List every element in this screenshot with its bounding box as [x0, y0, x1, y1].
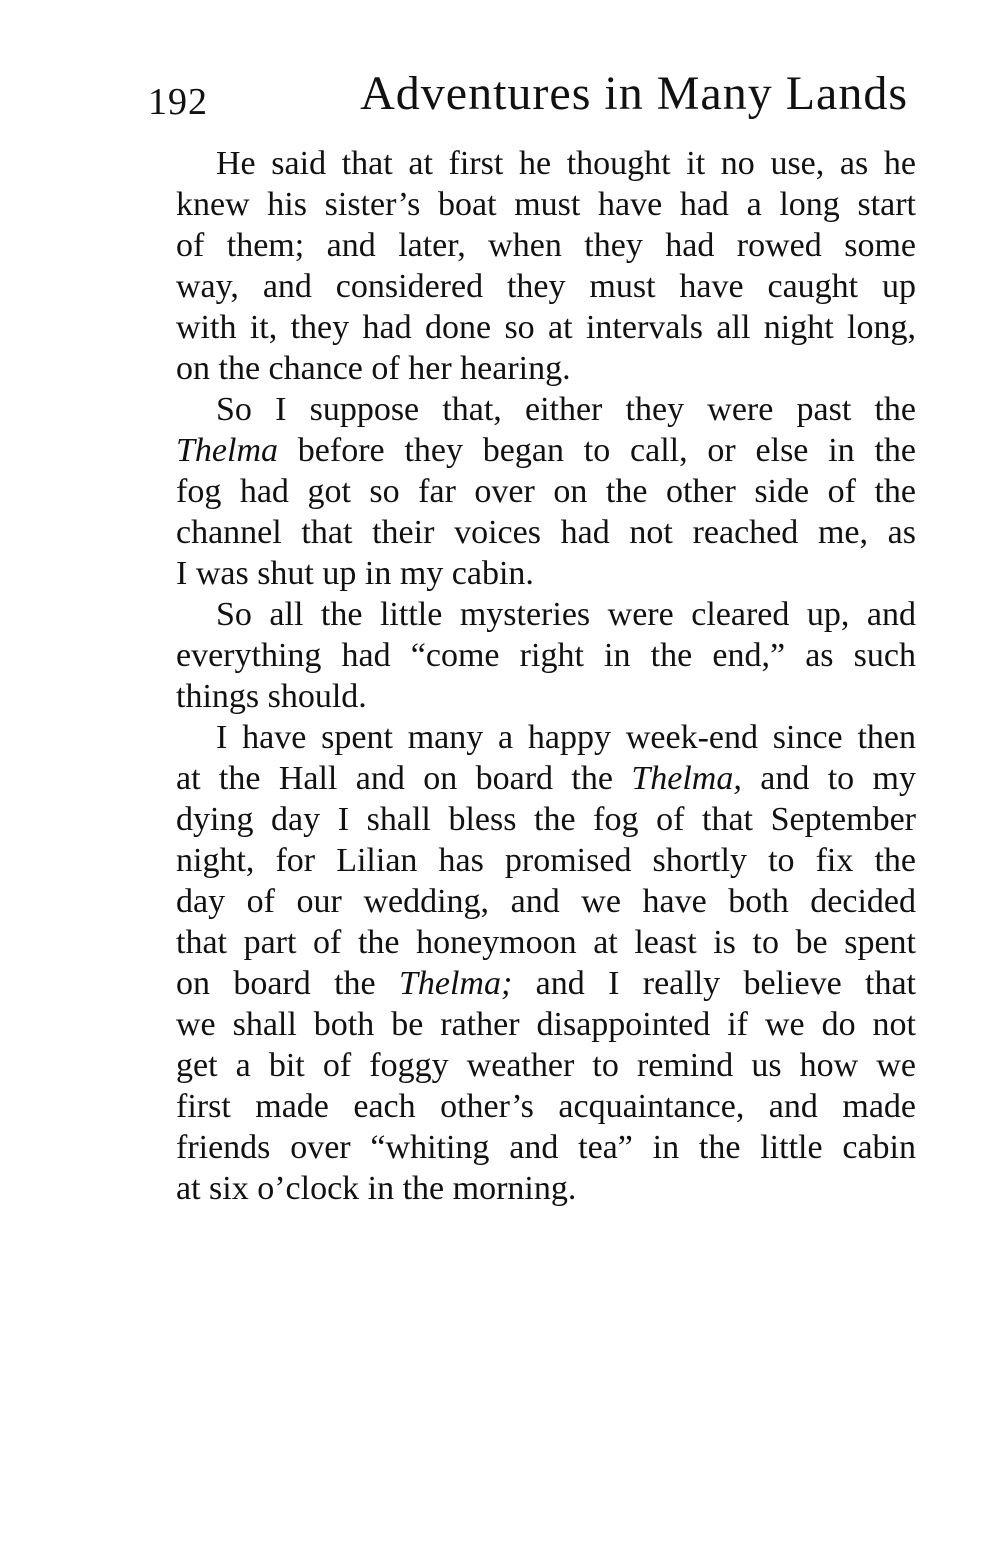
running-title: Adventures in Many Lands — [360, 67, 908, 120]
text-segment: way, and considered they must have caught up — [176, 268, 916, 305]
text-line — [136, 963, 916, 1004]
text-line — [136, 143, 916, 184]
text-segment: channel that their voices had not reached me, as — [176, 514, 916, 551]
paragraph — [136, 389, 916, 594]
text-line — [136, 881, 916, 922]
text-segment: He said that at first he thought it no use, as he — [216, 145, 916, 182]
text-line — [136, 512, 916, 553]
text-line — [136, 184, 916, 225]
paragraph — [136, 594, 916, 717]
text-segment: day of our wedding, and we have both decided — [176, 883, 916, 920]
text-line — [136, 348, 916, 389]
text-line — [136, 307, 916, 348]
text-segment: I have spent many a happy week-end since then — [216, 719, 916, 756]
paragraph — [136, 717, 916, 1209]
body-text — [136, 143, 916, 1209]
text-line — [136, 676, 916, 717]
running-head — [148, 66, 908, 128]
italic-text: Thelma, — [631, 760, 742, 797]
text-line — [136, 1004, 916, 1045]
text-segment: I was shut up in my cabin. — [176, 555, 534, 592]
text-line — [136, 1127, 916, 1168]
text-line — [136, 1168, 916, 1209]
text-segment: before they began to call, or else in the — [278, 432, 916, 469]
text-segment: everything had “come right in the end,” as such — [176, 637, 916, 674]
text-line — [136, 1045, 916, 1086]
text-line — [136, 594, 916, 635]
text-segment: So all the little mysteries were cleared up, and — [216, 596, 916, 633]
text-line — [136, 758, 916, 799]
text-segment: with it, they had done so at intervals all night long, — [176, 309, 916, 346]
text-line — [136, 840, 916, 881]
text-segment: at the Hall and on board the — [176, 760, 632, 797]
text-segment: on the chance of her hearing. — [176, 350, 571, 387]
text-line — [136, 1086, 916, 1127]
text-segment: dying day I shall bless the fog of that September — [176, 801, 916, 838]
page-number: 192 — [148, 81, 208, 123]
text-line — [136, 430, 916, 471]
text-segment: So I suppose that, either they were past the — [216, 391, 916, 428]
text-segment: that part of the honeymoon at least is to be spent — [176, 924, 916, 961]
text-line — [136, 389, 916, 430]
text-line — [136, 553, 916, 594]
text-line — [136, 635, 916, 676]
text-segment: night, for Lilian has promised shortly to fix the — [176, 842, 916, 879]
text-line — [136, 922, 916, 963]
text-segment: on board the — [176, 965, 399, 1002]
text-segment: fog had got so far over on the other side of the — [176, 473, 916, 510]
text-segment: and I really believe that — [512, 965, 916, 1002]
text-segment: knew his sister’s boat must have had a long start — [176, 186, 916, 223]
text-line — [136, 799, 916, 840]
text-segment: of them; and later, when they had rowed some — [176, 227, 916, 264]
text-line — [136, 471, 916, 512]
text-segment: things should. — [176, 678, 367, 715]
text-segment: first made each other’s acquaintance, and made — [176, 1088, 916, 1125]
text-segment: and to my — [741, 760, 917, 797]
paragraph — [136, 143, 916, 389]
italic-text: Thelma — [176, 432, 278, 469]
text-line — [136, 225, 916, 266]
text-segment: friends over “whiting and tea” in the little cabin — [176, 1129, 916, 1166]
text-line — [136, 266, 916, 307]
italic-text: Thelma; — [398, 965, 513, 1002]
text-segment: get a bit of foggy weather to remind us how we — [176, 1047, 916, 1084]
text-line — [136, 717, 916, 758]
text-segment: we shall both be rather disappointed if we do not — [176, 1006, 916, 1043]
text-segment: at six o’clock in the morning. — [176, 1170, 577, 1207]
